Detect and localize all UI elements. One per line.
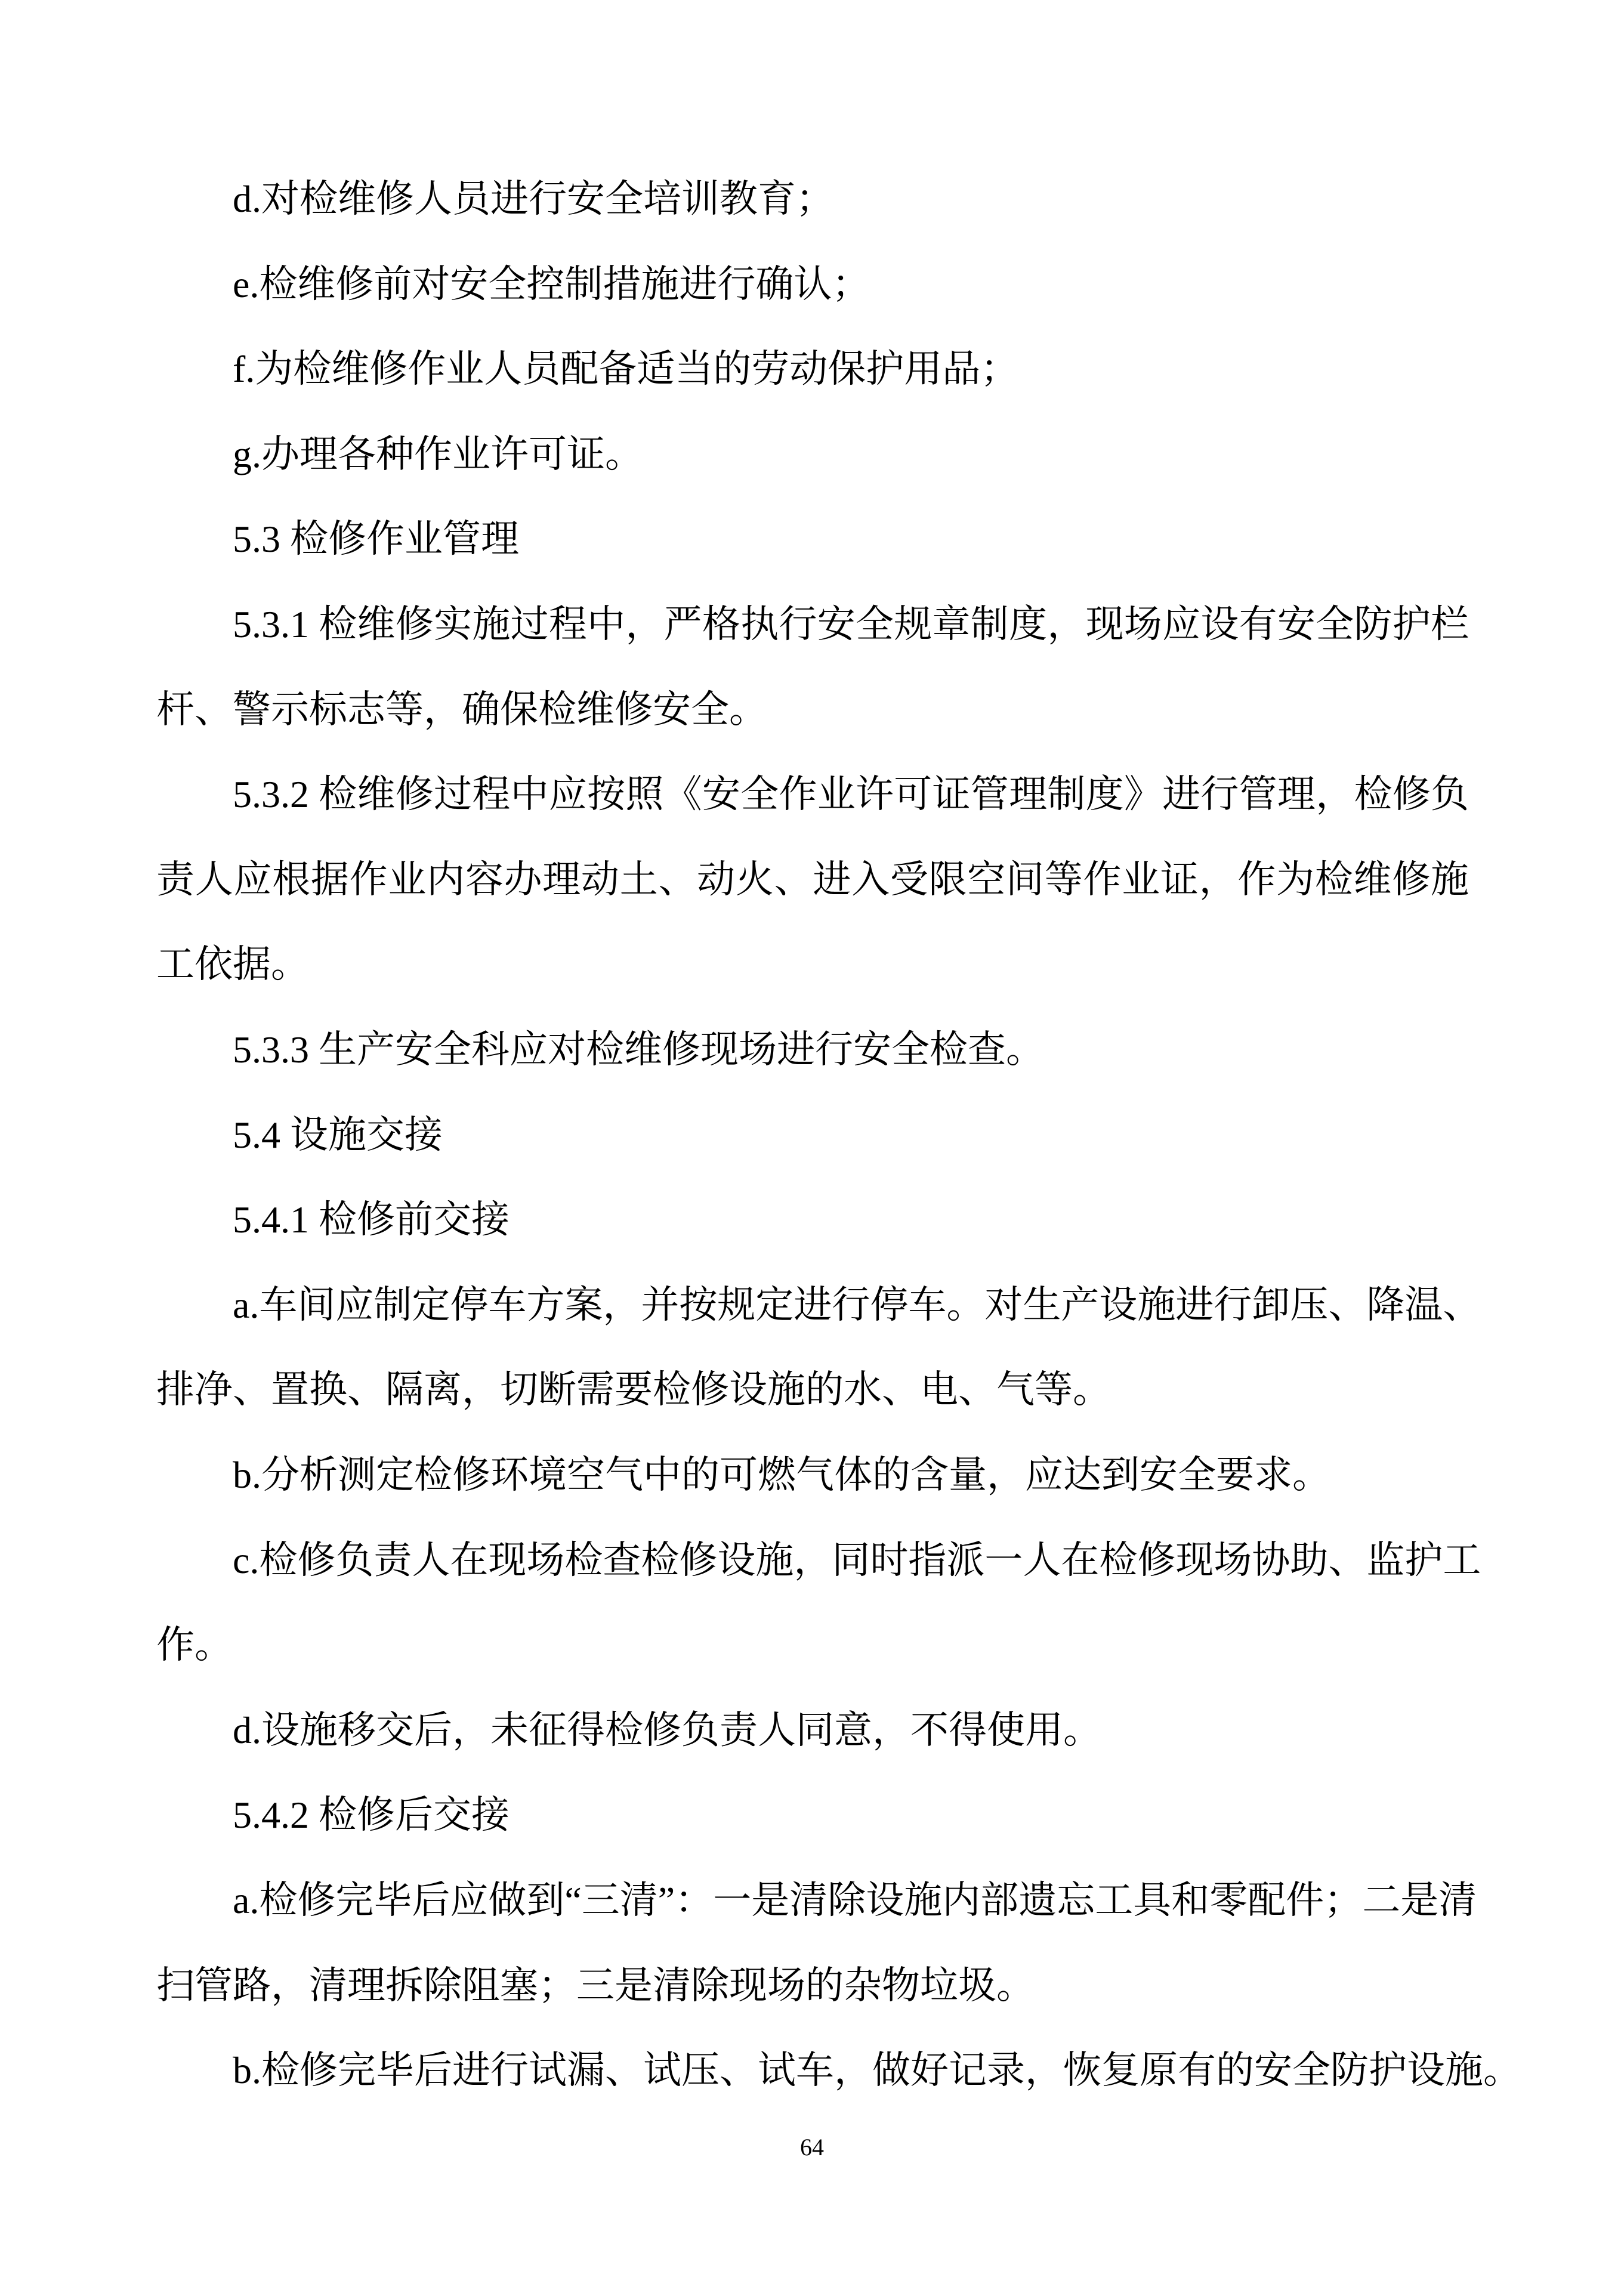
list-item-b-test: b.检修完毕后进行试漏、试压、试车，做好记录，恢复原有的安全防护设施。 xyxy=(233,2049,1521,2091)
page-number: 64 xyxy=(800,2134,824,2161)
paragraph-5-3-2-line-3: 工依据。 xyxy=(156,943,309,985)
paragraph-5-3-2-line-2: 责人应根据作业内容办理动土、动火、进入受限空间等作业证，作为检维修施 xyxy=(156,858,1469,901)
list-item-d-training: d.对检维修人员进行安全培训教育； xyxy=(233,178,834,220)
list-item-a-shutdown-line-1: a.车间应制定停车方案，并按规定进行停车。对生产设施进行卸压、降温、 xyxy=(233,1284,1481,1326)
paragraph-5-3-3: 5.3.3 生产安全科应对检维修现场进行安全检查。 xyxy=(233,1028,1044,1071)
section-heading-5-4-2: 5.4.2 检修后交接 xyxy=(233,1794,510,1836)
list-item-c-supervise-line-2: 作。 xyxy=(156,1624,233,1666)
paragraph-5-3-2-line-1: 5.3.2 检维修过程中应按照《安全作业许可证管理制度》进行管理，检修负 xyxy=(233,773,1469,815)
list-item-a-three-clean-line-1: a.检修完毕后应做到“三清”：一是清除设施内部遗忘工具和零配件；二是清 xyxy=(233,1879,1477,1921)
paragraph-5-3-1-line-1: 5.3.1 检维修实施过程中，严格执行安全规章制度，现场应设有安全防护栏 xyxy=(233,603,1469,645)
section-heading-5-4-1: 5.4.1 检修前交接 xyxy=(233,1198,510,1241)
list-item-a-three-clean-line-2: 扫管路，清理拆除阻塞；三是清除现场的杂物垃圾。 xyxy=(156,1964,1035,2007)
list-item-a-shutdown-line-2: 排净、置换、隔离，切断需要检修设施的水、电、气等。 xyxy=(156,1368,1111,1411)
list-item-d-handover: d.设施移交后，未征得检修负责人同意，不得使用。 xyxy=(233,1709,1101,1751)
paragraph-5-3-1-line-2: 杆、警示标志等，确保检维修安全。 xyxy=(156,688,767,731)
list-item-c-supervise-line-1: c.检修负责人在现场检查检修设施，同时指派一人在检修现场协助、监护工 xyxy=(233,1539,1481,1581)
section-heading-5-3: 5.3 检修作业管理 xyxy=(233,518,519,560)
list-item-e-confirm: e.检维修前对安全控制措施进行确认； xyxy=(233,263,870,305)
list-item-f-ppe: f.为检维修作业人员配备适当的劳动保护用品； xyxy=(233,348,1019,390)
list-item-b-gas: b.分析测定检修环境空气中的可燃气体的含量，应达到安全要求。 xyxy=(233,1454,1330,1496)
list-item-g-permits: g.办理各种作业许可证。 xyxy=(233,433,643,475)
section-heading-5-4: 5.4 设施交接 xyxy=(233,1114,443,1156)
